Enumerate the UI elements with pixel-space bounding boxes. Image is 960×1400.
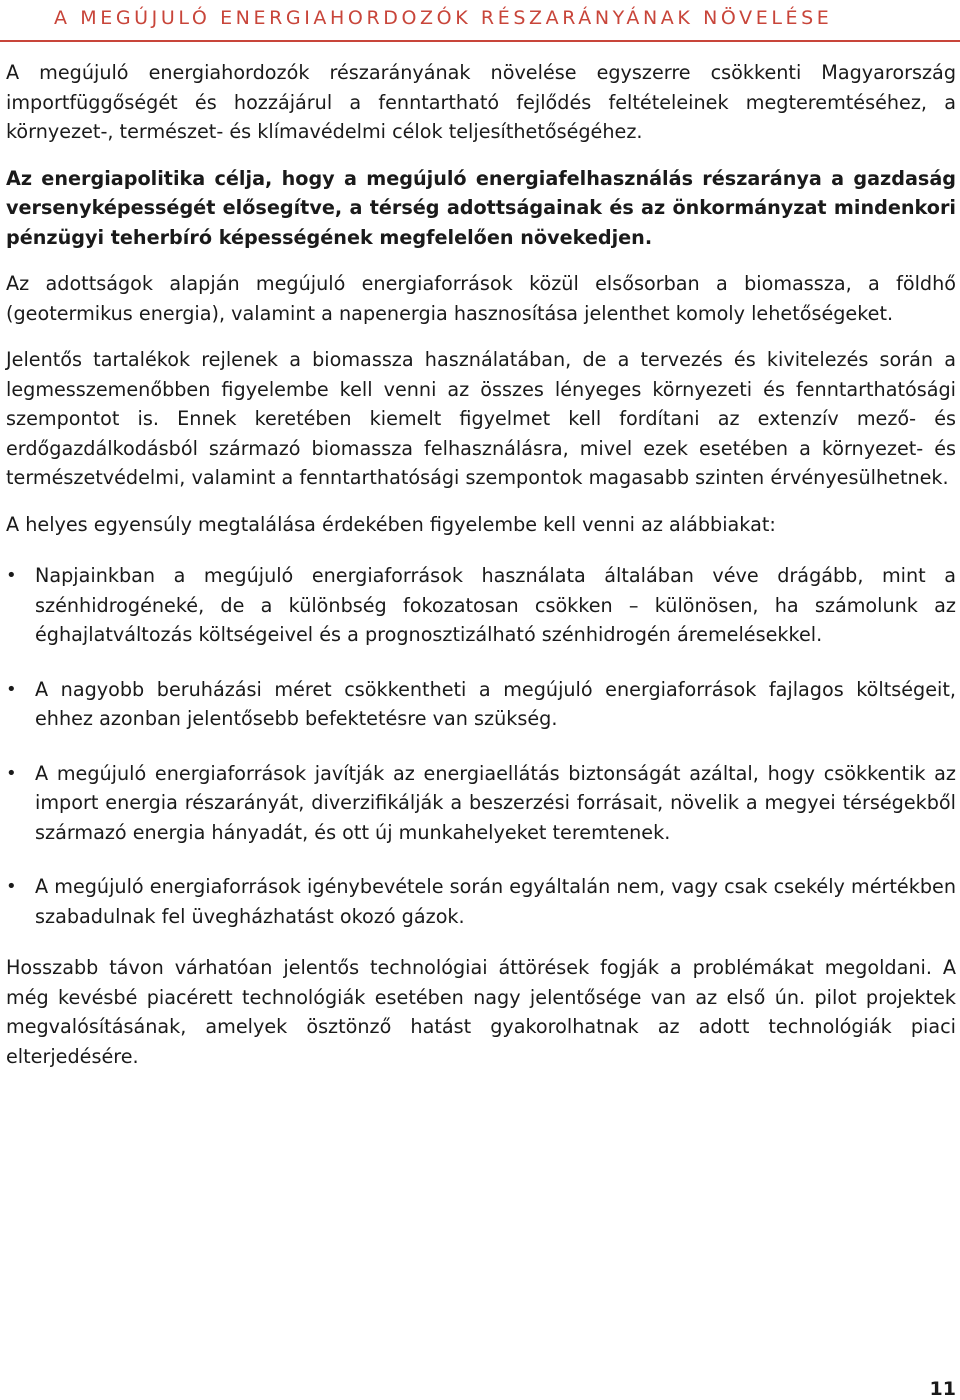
list-item-text: A nagyobb beruházási méret csökkentheti a megújuló energiaforrások fajlagos költségeit, ehhez azonban jelentősebb befektetésre van szükség.: [35, 677, 956, 730]
bullet-icon: •: [6, 762, 17, 784]
bullet-icon: •: [6, 678, 17, 700]
biomass-paragraph: Jelentős tartalékok rejlenek a biomassza használatában, de a tervezés és kivitelezés során a legmesszemenőbben figyelembe kell venni az összes lényeges környezeti és fenntarthatósági szempontot is. Ennek keretében kiemelt figyelmet kell fordítani az extenzív mező- és erdőgazdálkodásból származó biomassza felhasználásra, mivel ezek esetében a környezet- és természetvédelmi, valamint a fenntarthatósági szempontok magasabb szinten érvényesülhetnek.: [6, 348, 956, 489]
document-body: [6, 58, 956, 1088]
list-item-text: A megújuló energiaforrások javítják az energiaellátás biztonságát azáltal, hogy csökkentik az import energia részarányát, diverzifikálják a beszerzési forrásait, növelik a megyei térségekből származó energia hányadát, és ott új munkahelyeket teremtenek.: [35, 761, 956, 844]
bullet-icon: •: [6, 565, 17, 586]
list-item: [6, 759, 956, 848]
bullet-icon: •: [6, 876, 17, 897]
list-item-text: A megújuló energiaforrások igénybevétele során egyáltalán nem, vagy csak csekély mértékben szabadulnak fel üvegházhatást okozó gázok.: [35, 875, 956, 928]
page-header-title: A MEGÚJULÓ ENERGIAHORDOZÓK RÉSZARÁNYÁNAK NÖVELÉSE: [54, 7, 833, 29]
list-item: [6, 675, 956, 734]
policy-goal-paragraph: Az energiapolitika célja, hogy a megújuló energiafelhasználás részaránya a gazdaság versenyképességét elősegítve, a térség adottságainak és az önkormányzat mindenkori pénzügyi teherbíró képességének megfelelően növekedjen.: [6, 166, 956, 249]
list-item-text: Napjainkban a megújuló energiaforrások használata általában véve drágább, mint a szénhidrogéneké, de a különbség fokozatosan csökken – különösen, ha számolunk az éghajlatváltozás költségeivel és a prognosztizálható szénhidrogén áremelésekkel.: [35, 564, 956, 646]
closing-paragraph: Hosszabb távon várhatóan jelentős technológiai áttörések fogják a problémákat megoldani. A még kevésbé piacérett technológiák esetében nagy jelentősége van az első ún. pilot projektek megvalósításának, amelyek ösztönző hatást gyakorolhatnak az adott technológiák piaci elterjedésére.: [6, 956, 956, 1068]
header-divider: [0, 40, 960, 42]
list-item: [6, 561, 956, 650]
intro-paragraph: A megújuló energiahordozók részarányának növelése egyszerre csökkenti Magyarország importfüggőségét és hozzájárul a fenntartható fejlődés feltételeinek megteremtéséhez, a környezet-, természet- és klímavédelmi célok teljesíthetőségéhez.: [6, 61, 956, 143]
resources-paragraph: Az adottságok alapján megújuló energiaforrások közül elsősorban a biomassza, a földhő (geotermikus energia), valamint a napenergia hasznosítása jelenthet komoly lehetőségeket.: [6, 272, 956, 325]
list-item: [6, 872, 956, 931]
considerations-list: [6, 561, 956, 931]
page-number: 11: [929, 1378, 956, 1400]
balance-intro-paragraph: A helyes egyensúly megtalálása érdekében figyelembe kell venni az alábbiakat:: [6, 512, 776, 536]
